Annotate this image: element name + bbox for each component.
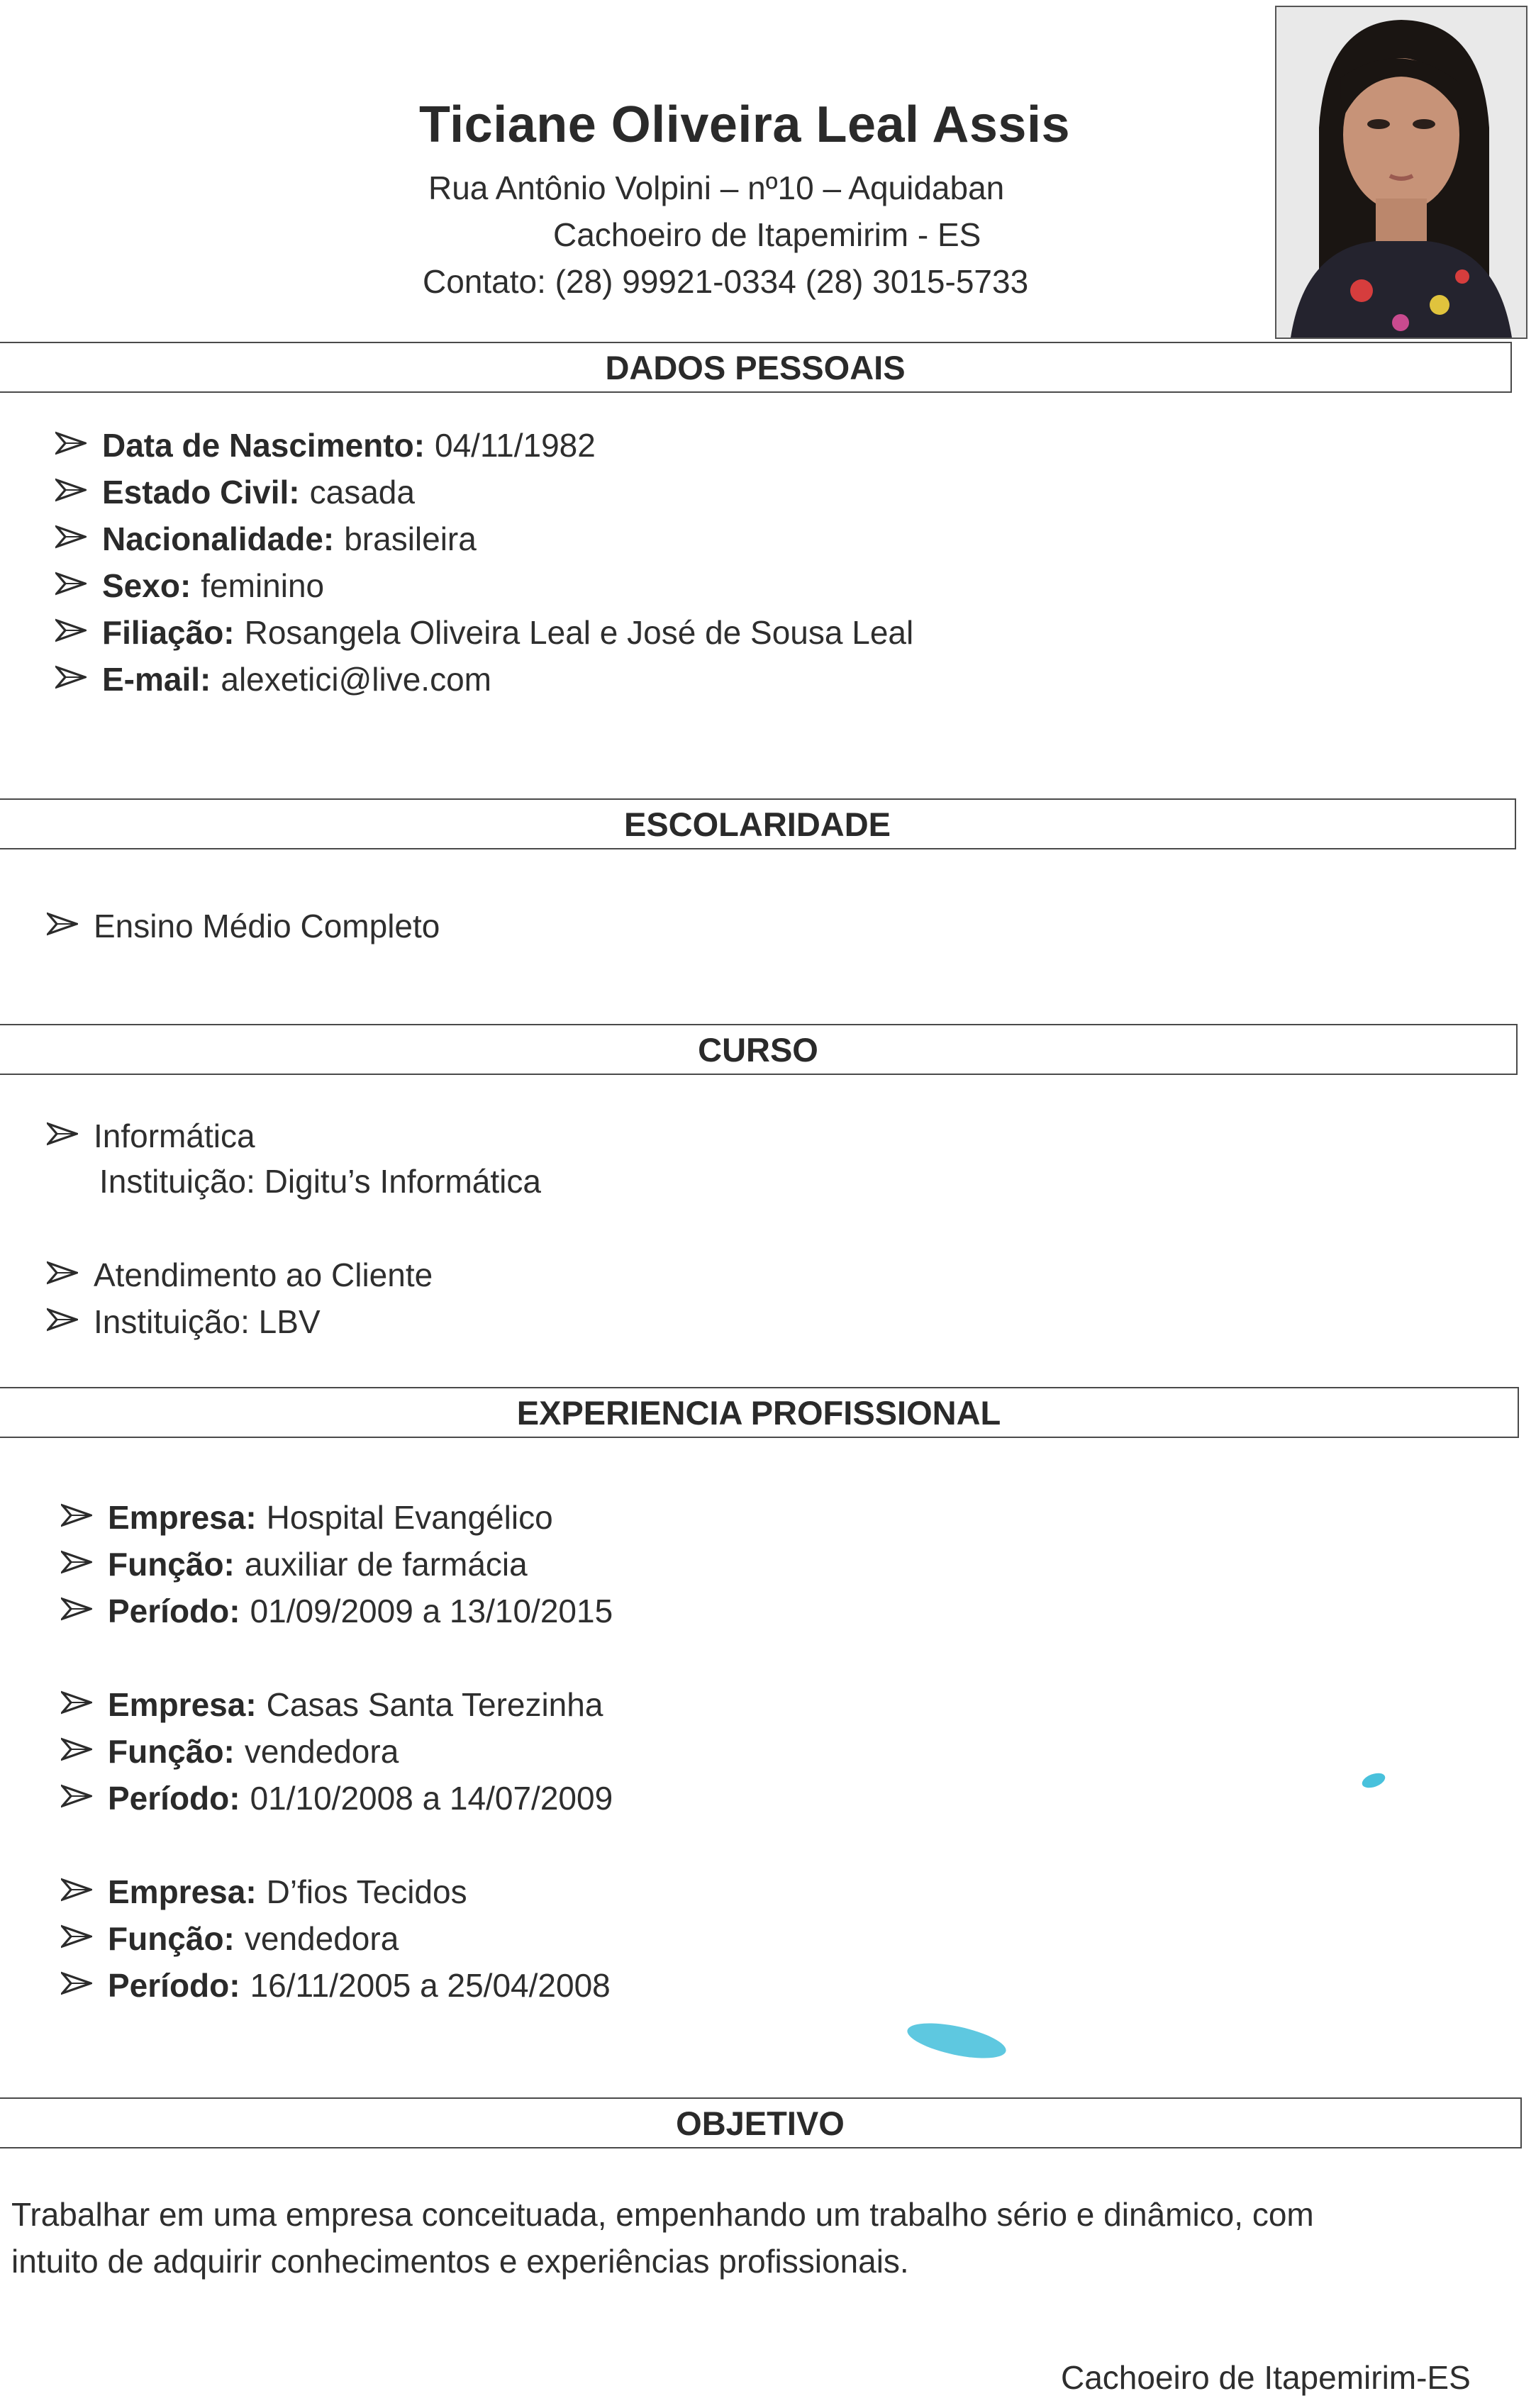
list-item: E-mail: alexetici@live.com — [55, 659, 491, 699]
list-item: Função: vendedora — [61, 1919, 399, 1958]
arrow-bullet-icon — [47, 912, 94, 940]
arrow-bullet-icon — [55, 478, 102, 506]
ink-smudge — [904, 2017, 1008, 2066]
arrow-bullet-icon — [61, 1737, 108, 1766]
list-item: Período: 16/11/2005 a 25/04/2008 — [61, 1966, 611, 2005]
section-education: ESCOLARIDADE — [0, 798, 1516, 849]
list-item: Sexo: feminino — [55, 566, 324, 606]
ink-smudge — [1360, 1771, 1387, 1791]
arrow-bullet-icon — [61, 1503, 108, 1532]
footer-city: Cachoeiro de Itapemirim-ES — [1061, 2359, 1471, 2396]
address-line-2: Cachoeiro de Itapemirim - ES — [553, 216, 981, 253]
list-item: Estado Civil: casada — [55, 472, 415, 512]
list-item: Empresa: Hospital Evangélico — [61, 1498, 553, 1537]
arrow-bullet-icon — [47, 1122, 94, 1150]
list-item: Nacionalidade: brasileira — [55, 519, 477, 559]
list-item: Informática — [47, 1116, 255, 1156]
section-experience: EXPERIENCIA PROFISSIONAL — [0, 1387, 1519, 1438]
list-item: Função: vendedora — [61, 1732, 399, 1771]
arrow-bullet-icon — [47, 1308, 94, 1336]
arrow-bullet-icon — [55, 431, 102, 459]
arrow-bullet-icon — [55, 665, 102, 693]
list-item: Ensino Médio Completo — [47, 906, 440, 946]
arrow-bullet-icon — [61, 1550, 108, 1578]
arrow-bullet-icon — [61, 1597, 108, 1625]
section-courses: CURSO — [0, 1024, 1518, 1075]
arrow-bullet-icon — [55, 525, 102, 553]
list-item: Período: 01/10/2008 a 14/07/2009 — [61, 1778, 613, 1818]
list-item: Instituição: LBV — [47, 1302, 321, 1342]
contact-line: Contato: (28) 99921-0334 (28) 3015-5733 — [423, 263, 1029, 300]
arrow-bullet-icon — [61, 1784, 108, 1812]
list-item: Empresa: Casas Santa Terezinha — [61, 1685, 603, 1724]
candidate-name: Ticiane Oliveira Leal Assis — [419, 96, 1070, 153]
address-line-1: Rua Antônio Volpini – nº10 – Aquidaban — [428, 169, 1005, 206]
section-objective: OBJETIVO — [0, 2097, 1522, 2148]
arrow-bullet-icon — [61, 1878, 108, 1906]
list-item: Atendimento ao Cliente — [47, 1255, 433, 1295]
arrow-bullet-icon — [61, 1690, 108, 1719]
list-item: Empresa: D’fios Tecidos — [61, 1872, 467, 1912]
arrow-bullet-icon — [55, 618, 102, 647]
arrow-bullet-icon — [47, 1261, 94, 1289]
list-item: Data de Nascimento: 04/11/1982 — [55, 425, 596, 465]
list-item: Filiação: Rosangela Oliveira Leal e José de Sousa Leal — [55, 613, 913, 652]
course-institution: Instituição: Digitu’s Informática — [99, 1163, 541, 1200]
profile-photo — [1275, 6, 1527, 339]
arrow-bullet-icon — [61, 1971, 108, 2000]
list-item: Função: auxiliar de farmácia — [61, 1544, 528, 1584]
arrow-bullet-icon — [55, 572, 102, 600]
list-item: Período: 01/09/2009 a 13/10/2015 — [61, 1591, 613, 1631]
objective-text-line-1: Trabalhar em uma empresa conceituada, empenhando um trabalho sério e dinâmico, com — [11, 2196, 1314, 2233]
arrow-bullet-icon — [61, 1924, 108, 1953]
objective-text-line-2: intuito de adquirir conhecimentos e experiências profissionais. — [11, 2243, 909, 2280]
section-personal-data: DADOS PESSOAIS — [0, 342, 1512, 393]
